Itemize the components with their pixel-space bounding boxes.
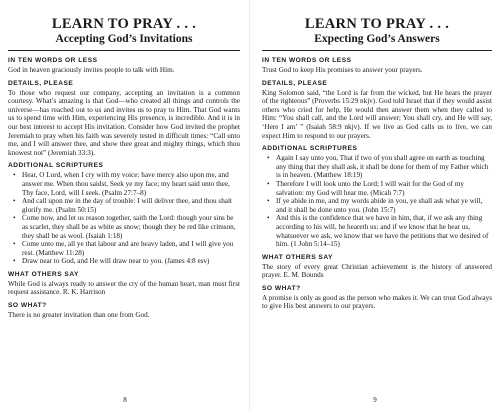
others-text: While God is always ready to answer the cry of the human heart, man must first request assistance. R. K. Harrison xyxy=(8,279,240,297)
page-number: 8 xyxy=(123,396,127,404)
page-subtitle: Expecting God’s Answers xyxy=(314,33,440,45)
scriptures-heading: ADDITIONAL SCRIPTURES xyxy=(262,145,358,153)
bullet-icon: • xyxy=(13,257,16,266)
bullet-icon: • xyxy=(13,240,16,249)
scripture-item: • Hear, O Lord, when I cry with my voice: have mercy also upon me, and answer me. When thou saidst, Seek ye my face; my heart said unto thee, Thy face, Lord, will I seek. (Psalm 27:7–8) xyxy=(13,171,230,197)
scripture-list xyxy=(8,171,240,266)
ten-words-heading: IN TEN WORDS OR LESS xyxy=(262,57,352,64)
bullet-icon: • xyxy=(13,214,16,223)
so-what-text: There is no greater invitation than one from God. xyxy=(8,311,150,320)
scripture-item: • Again I say unto you, That if two of you shall agree on earth as touching any thing that they shall ask, it shall be done for them of my Father which is in heaven. (Matthew 18:19) xyxy=(267,154,489,180)
others-text: The story of every great Christian achievement is the history of answered prayer. E. M. Bounds xyxy=(262,262,492,280)
title-rule xyxy=(8,50,240,51)
bullet-icon: • xyxy=(267,214,270,223)
scripture-item: • If ye abide in me, and my words abide in you, ye shall ask what ye will, and it shall be done unto you. (John 15:7) xyxy=(267,197,483,214)
ten-words-text: God in heaven graciously invites people to talk with Him. xyxy=(8,66,175,74)
page-number: 9 xyxy=(373,396,377,404)
page-title: LEARN TO PRAY . . . xyxy=(304,16,450,32)
details-heading: DETAILS, PLEASE xyxy=(262,79,328,87)
scripture-item: • And this is the confidence that we have in him, that, if we ask any thing according to his will, he heareth us: and if we know that he hear us, whatsoever we ask, we know that we have the petitions that we desired of him. (1 John 5:14–15) xyxy=(267,214,489,249)
bullet-icon: • xyxy=(267,197,270,206)
scripture-item: • Come unto me, all ye that labour and are heavy laden, and I will give you rest. (Matthew 11:28) xyxy=(13,240,234,257)
page-title: LEARN TO PRAY . . . xyxy=(51,16,197,32)
others-heading: WHAT OTHERS SAY xyxy=(8,270,79,278)
details-text: King Solomon said, “the Lord is far from the wicked, but He hears the prayer of the righteous” (Proverbs 15:29 nkjv). God told Israel that if they would assist others who cried for help, He would then answer them when they called to Him: “You shall call, and the Lord will answer; You shall cry, and He will say, ‘Here I am’ ” (Isaiah 58:9 nkjv). If we live as God calls us to live, we can expect Him to respond to our prayers. xyxy=(262,88,492,140)
right-page xyxy=(250,0,500,410)
scriptures-heading: ADDITIONAL SCRIPTURES xyxy=(8,162,104,170)
title-rule xyxy=(262,50,492,51)
ten-words-heading: IN TEN WORDS OR LESS xyxy=(8,57,98,64)
scripture-item: • And call upon me in the day of trouble: I will deliver thee, and thou shalt glorify me. (Psalm 50:15) xyxy=(13,197,232,214)
page-subtitle: Accepting God’s Invitations xyxy=(55,33,193,45)
so-what-heading: SO WHAT? xyxy=(8,302,47,310)
details-heading: DETAILS, PLEASE xyxy=(8,79,74,87)
details-text: To those who request our company, accepting an invitation is a common courtesy. What’s amazing is that God—who created all things and controls the universe—has reached out to us and invites us to pray to Him. That God wants us to spend time with Him, experiencing His presence, is incredible. And it is in our best interest to accept His invitation. Consider how God invited the prophet Jeremiah to pray when his faith was severely tested in difficult times: “Call unto me, and I will answer thee, and show thee great and mighty things, which thou knowest not” (Jeremiah 33:3). xyxy=(8,88,240,157)
bullet-icon: • xyxy=(267,154,270,163)
scripture-list xyxy=(262,154,492,249)
scripture-item: • Therefore I will look unto the Lord; I will wait for the God of my salvation: my God will hear me. (Micah 7:7) xyxy=(267,179,465,197)
bullet-icon: • xyxy=(13,197,16,206)
bullet-icon: • xyxy=(267,179,270,188)
others-heading: WHAT OTHERS SAY xyxy=(262,253,333,261)
scripture-item: • Draw near to God, and He will draw near to you. (James 4:8 esv) xyxy=(13,257,210,266)
bullet-icon: • xyxy=(13,171,16,180)
so-what-heading: SO WHAT? xyxy=(262,284,301,292)
so-what-text: A promise is only as good as the person who makes it. We can trust God always to give His best answers to our prayers. xyxy=(262,293,492,311)
ten-words-text: Trust God to keep His promises to answer your prayers. xyxy=(262,66,423,74)
scripture-item: • Come now, and let us reason together, saith the Lord: though your sins be as scarlet, they shall be as white as snow; though they be red like crimson, they shall be as wool. (Isaiah 1:18) xyxy=(13,214,236,240)
